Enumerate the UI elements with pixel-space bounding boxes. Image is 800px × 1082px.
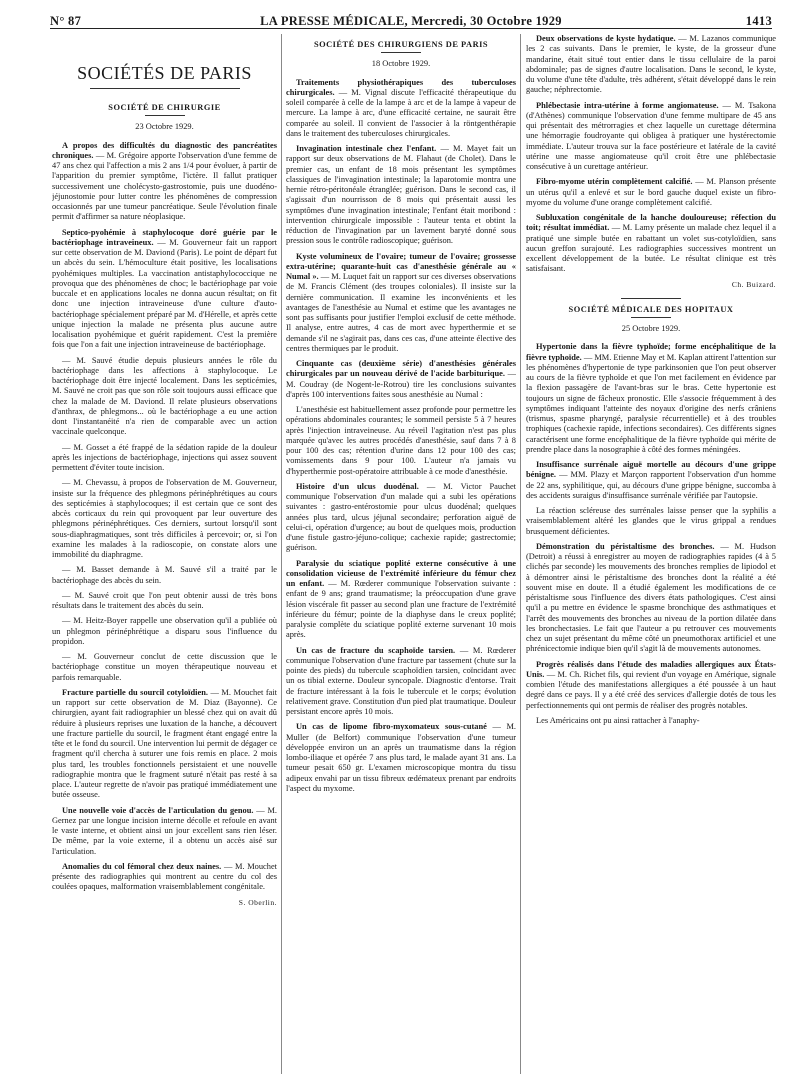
paragraph: La réaction scléreuse des surrénales laisse penser que la syphilis a vraisemblablement altéré les glandes que le virus grippal a rendues brusquement déficientes. [526,506,776,536]
discussion: — M. Sauvé étudie depuis plusieurs années le rôle du bactériophage dans les affections à staphylocoque. Le bactériophage doit être injecté localement. Dans les septicémies, M. Sauvé ne croit pas que son rôle soit toujours aussi efficace que chez la malade de M. Daviond. Il relate plusieurs observations d'anthrax, de phlegmons... où le bactériophage a eu une action dont l'instantanéité n'a rien de comparable avec un action vaccinale quelconque. [52,355,277,437]
article-body: — M. Mayet fait un rapport sur deux observations de M. Flahaut (de Cholet). Dans le premier cas, un enfant de 18 mois présentant les symptômes classiques de l'invagination intestinale; la laparotomie montra une hernie rétro-péritonéale étranglée; guérison. Dans le second cas, il s'agissait d'un nourrisson de 8 mois qui présentait aussi les symptômes d'une invagination intestinale; l'enfant était moribond : intervention chirurgicale impossible : l'auteur tenta et obtint la réduction de l'invagination par un lavement baryté donné sous pression sous le contrôle radioscopique; guérison. [286,144,516,246]
article-body: — M. Gernez par une longue incision interne décolle et refoule en avant le vaste interne, et obtient ainsi un jour excellent sans rien léser. De même, par la voie externe, il a obtenu un accès aisé sur l'articulation. [52,805,277,856]
session-date: 25 Octobre 1929. [621,324,681,333]
discussion: — M. Basset demande à M. Sauvé s'il a traité par le bactériophage des abcès du sein. [52,565,277,585]
article-title: Paralysie du sciatique poplité externe consécutive à une consolidation vicieuse de l'extrémité inférieure du fémur chez un enfant. [286,558,516,588]
article [526,177,776,208]
column-2 [286,34,516,1076]
article [52,141,277,223]
article-body: — M. Vignal discute l'efficacité thérapeutique du soleil comparée à celle de la lampe à arc et de la lampe à vapeur de mercure. La lampe à arc, d'une efficacité certaine, ne saurait être comparée au soleil. Il convient de l'associer à la röntgenthérapie dans le traitement des tuberculoses chirurgicales. [286,87,516,138]
article-title: Hypertonie dans la fièvre typhoïde; forme encéphalitique de la fièvre typhoïde. [526,342,776,362]
article [52,806,277,857]
article [526,101,776,173]
article-body: — M. Coudray (de Nogent-le-Rotrou) tire les conclusions suivantes d'après 100 interventions faites sous anesthésie au Numal : [286,369,516,399]
article [526,34,776,96]
article-body: — M. Luquet fait un rapport sur ces diverses observations de M. Francis Clément (des troupes coloniales). Il insiste sur la dernière communication. Il examine les inconvénients et les avantages de l'anesthésie au Numal et estime que les avantages ne sont pas suffisants pour justifier l'emploi exclusif de cette méthode. Il analyse, entre autres, 4 cas de mort avec hyperthermie et se demande s'il ne s'agirait pas, dans ces cas, d'une atteinte élective des centres thermiques par le produit. [286,272,516,353]
article [286,559,516,641]
column-divider [281,34,282,1074]
article [286,359,516,400]
article-body: — M. Mouchet fait un rapport sur cette observation de M. Diaz (Bayonne). Ce chirurgien, ayant fait radiographier un blessé chez qui on avait dû réduire à plusieurs reprises une luxation de la hanche, a découvert une fracture partielle du sourcil, le fragment étant engagé entre la tête et le fond du sourcil. Une intervention lui permit de dégager ce fragment qu'il chercha à suturer une fois remis en place. 2 mois plus tard, les troubles fonctionnels persistaient et une nouvelle radiographie montra que le fragment suturé n'était pas resté à sa place. L'auteur regrette de n'avoir pas pratiqué immédiatement une butée osseuse. [52,687,277,800]
article [286,482,516,554]
article-title: Progrès réalisés dans l'étude des maladies allergiques aux États-Unis. [526,659,776,679]
discussion: — M. Chevassu, à propos de l'observation de M. Gouverneur, insiste sur la fréquence des phlegmons périnéphrétiques au cours des septicémies à staphylocoques; il est certain que ce sont des abcès corticaux du rein qui provoquent par leur ouverture des phlegmons périnéphrétiques. Ces derniers, surtout lorsqu'il sont sous-diaphragmatiques, sont très difficiles à percevoir; or, si l'on examine les malades à la radioscopie, on constate alors une immobilité du diaphragme. [52,478,277,559]
article [526,342,776,455]
signature: S. Oberlin. [238,897,277,907]
page-number: 1413 [745,14,772,28]
main-section-title: SOCIÉTÉS DE PARIS [77,63,252,83]
article-body: — M. Tsakona (d'Athènes) communique l'observation d'une femme multipare de 45 ans qui présentait des métrorragies et chez laquelle un curettage détermina une hémorragie foudroyante qui obligea à pratiquer une hystérectomie immédiate. L'auteur trouva sur la face postérieure et latérale de la cavité utérine une masse angiomateuse qu'il croit être une phlébectasie consécutive à un curettage antérieur. [526,100,776,171]
article-body: — M. Lamy présente un malade chez lequel il a pratiqué une simple butée en rabattant un volet sus-cotyloïdien, sans aucun greffon surajouté. Les radiographies successives montrent un excellent développement de la butée. Le résultat clinique est très satisfaisant. [526,223,776,274]
article-title: A propos des difficultés du diagnostic des pancréatites chroniques. [52,140,277,160]
header-rule [50,28,772,29]
society-rule [381,52,421,53]
article-title: Invagination intestinale chez l'enfant. [296,144,437,153]
society-name: SOCIÉTÉ MÉDICALE DES HOPITAUX [568,304,734,314]
article [286,722,516,794]
article-title: Septico-pyohémie à staphylocoque doré guérie par le bactériophage intraveineux. [52,227,277,247]
article-body: — M. Rœderer communique l'observation suivante : enfant de 9 ans; grand traumatisme; la préoccupation d'une grave lésion viscérale fit passer au second plan une fracture de l'extrémité inférieure du fémur; pointe de la diaphyse dans le creux poplité; paralysie complète du sciatique poplité externe survenant 10 mois après. [286,579,516,640]
article [52,862,277,893]
column-divider [520,34,521,1074]
article-title: Une nouvelle voie d'accès de l'articulation du genou. [62,805,254,815]
session-date: 18 Octobre 1929. [371,59,431,69]
section-rule [621,298,681,299]
discussion: — M. Gosset a été frappé de la sédation rapide de la douleur après les injections de bactériophage, injections qui assez souvent permettent d'éviter toute incision. [52,442,277,472]
discussion: — M. Heitz-Boyer rappelle une observation qu'il a publiée où un phlegmon périnéphrétique a disparu sous l'influence du propidon. [52,616,277,646]
discussion: — M. Sauvé croit que l'on peut obtenir aussi de très bons résultats dans le traitement des abcès du sein. [52,590,277,610]
article [286,78,516,140]
article [526,660,776,711]
paragraph: L'anesthésie est habituellement assez profonde pour permettre les opérations abdominales courantes; le sommeil persiste 5 à 7 heures après l'injection intraveineuse. Au réveil l'agitation n'est pas plus marquée qu'avec les autres procédés d'anesthésie, sauf dans 7 à 8 pour 100 des cas; rétention d'urine dans 12 pour 100 des cas; vomissements dans 9 pour 100. L'auteur n'a jamais vu d'hyperthermie post-opératoire attribuable à ce mode d'anesthésie. [286,405,516,476]
issue-number: N° 87 [50,14,82,28]
article-body: — M. Mouchet présente des radiographies qui montrent au centre du col des coulées opaques, malformation vraisemblablement congénitale. [52,861,277,892]
society-name: SOCIÉTÉ DE CHIRURGIE [108,103,221,112]
article [526,460,776,501]
article-title: Fibro-myome utérin complètement calcifié. [536,177,693,187]
article-title: Histoire d'un ulcus duodénal. [296,481,419,491]
society-rule [631,317,671,318]
article [526,213,776,275]
article [286,144,516,247]
article-body: — MM. Plazy et Marçon rapportent l'observation d'un homme de 22 ans, syphilitique, qui, au décours d'une grippe bénigne, succomba à des accidents suraigus d'insuffisance surrénale vérifiée par l'autopsie. [526,470,776,500]
article-body: — M. Ch. Richet fils, qui revient d'un voyage en Amérique, signale combien l'étude des manifestations allergiques a été poussée à un haut degré dans ce pays. Il y a été créé des services d'allergie dotés de tous les perfectionnements qui ont permis de réaliser des progrès notables. [526,669,776,710]
article [286,252,516,355]
article-title: Subluxation congénitale de la hanche douloureuse; réfection du toit; résultat immédiat. [526,213,776,233]
article-title: Un cas de lipome fibro-myxomateux sous-cutané [296,722,487,732]
article-body: — M. Grégoire apporte l'observation d'une femme de 47 ans chez qui l'affection a mis 2 ans 1/4 pour évoluer, à partir de l'apparition du premier symptôme, l'ictère. Il fallut pratiquer successivement une cholécysto-gastrostomie, puis une duodéno-jéjunostomie pour lutter contre les phénomènes de compression occasionnés par une tumeur pancréatique. Seule l'évolution finale permit d'affirmer sa nature néoplasique. [52,150,277,222]
article [52,228,277,351]
paragraph: Les Américains ont pu ainsi rattacher à l'anaphy- [536,715,700,725]
society-name: SOCIÉTÉ DES CHIRURGIENS DE PARIS [313,40,489,49]
article-title: Un cas de fracture du scaphoïde tarsien. [296,645,456,655]
article-body: — M. Victor Pauchet communique l'observation d'un malade qui a subi les opérations suivantes : gastro-entérostomie pour ulcus duodénal; quelques années plus tard, ulcus jéjunal secondaire; perforation aiguë de celui-ci, opération d'urgence; au bout de quelques mois, production d'une fistule gastro-jéjuno-colique; cachexie rapide; gastrectomie; guérison. [286,481,516,553]
article-body: — MM. Etienne May et M. Kaplan attirent l'attention sur les phénomènes d'hypertonie de type parkinsonien que l'on peut observer au cours de la fièvre typhoïde et que l'on met facilement en évidence par la flexion passagère de l'avant-bras sur le bras. Cette hypertonie est toujours un signe de fâcheux pronostic. Elle s'associe fréquemment à des symptômes indiquant l'atteinte des noyaux d'origine des nerfs crâniens (trismus, spasme pharyngé, paralysie récurrentielle) et à des troubles trophiques (cachexie rapide, infections secondaires). Ces différents signes caractérisent une forme encéphalitique de la fièvre typhoïde qui mérite de prendre place dans la nosographie à côté des formes méningées. [526,352,776,454]
article-title: Traitements physiothérapiques des tuberculoses chirurgicales. [286,77,516,97]
journal-title: LA PRESSE MÉDICALE, Mercredi, 30 Octobre 1929 [260,14,562,28]
article-title: Cinquante cas (deuxième série) d'anesthésies générales chirurgicales par un nouveau dérivé de l'acide barbiturique. [286,359,516,379]
article-title: Anomalies du col fémoral chez deux naines. [62,861,222,871]
article-title: Fracture partielle du sourcil cotyloïdien. [62,687,208,697]
article-body: — M. Rœderer communique l'observation d'une fracture par tassement (chute sur la pointe des pieds) du tubercule scaphoïdien tarsien, coïncidant avec un os tibial externe. Douleur syncopale. Diagnostic d'entorse. Trait de fracture intéressant à la fois le tubercule et le corps; évolution relativement grave. Constitution d'un pied plat traumatique. Douleur persistant encore après 10 mois. [286,645,516,716]
article [52,688,277,801]
article-body: — M. Lazanos communique les 2 cas suivants. Dans le premier, le kyste, de la grosseur d'une mandarine, était situé tout entier dans le tissu cellulaire de la paroi abdominale; pas de signes d'autre localisation. Dans le second, le kyste, du volume d'une tête d'adulte, très adhérent, s'était développé dans le rein gauche; néphrectomie. [526,34,776,95]
society-rule [145,115,185,116]
column-1 [52,34,277,1076]
article-title: Insuffisance surrénale aiguë mortelle au décours d'une grippe bénigne. [526,460,776,480]
title-rule [90,88,240,89]
article-body: — M. Gouverneur fait un rapport sur cette observation de M. Daviond (Paris). Le point de départ fut un abcès du sein. L'hémoculture était positive, les localisations pyohémiques multiples. La vaccination antistaphylococcique ne provoqua que des phénomènes de choc; le bactériophage par voie buccale et en applications locales ne donna aucun résultat; on fit donc une injection intraveineuse d'une culture d'auto-bactériophage spécialement préparé par M. d'Hérelle, et après cette unique injection la malade ne présenta plus aucune autre localisation pyohémique et guérit rapidement. C'est la première fois que l'on a fait une injection intraveineuse de bactériophage. [52,237,277,350]
signature: Ch. Buizard. [731,279,776,289]
article-title: Démonstration du péristaltisme des bronches. [536,541,715,551]
article-body: — M. Muller (de Belfort) communique l'observation d'une tumeur développée environ un an après un traumatisme dans la région lombo-iliaque et opérée 7 ans plus tard, le malade ayant 31 ans. La tumeur pesait 650 gr. L'examen microscopique montra du tissu adipeux envahi par un tissu fibreux œdémateux prenant par endroits l'aspect du myxome. [286,722,516,793]
column-3 [526,34,776,1076]
session-date: 23 Octobre 1929. [135,122,194,132]
article-title: Phlébectasie intra-utérine à forme angiomateuse. [536,100,719,110]
discussion: — M. Gouverneur conclut de cette discussion que le bactériophage constitue un moyen thérapeutique nouveau et parfois remarquable. [52,652,277,682]
article-title: Deux observations de kyste hydatique. [536,34,676,43]
article [286,646,516,718]
article [526,542,776,655]
article-title: Kyste volumineux de l'ovaire; tumeur de l'ovaire; grossesse extra-utérine; quarante-huit cas d'anesthésie générale au « Numal ». [286,251,516,281]
article-body: — M. Planson présente un utérus qu'il a enlevé et sur le bord gauche duquel existe un fibro-myome du volume d'une orange complètement calcifié. [526,177,776,207]
article-body: — M. Hudson (Detroit) a réussi à enregistrer au moyen de radiographies rapides (4 à 5 clichés par seconde) les mouvements des bronches remplies de lipiodol et à démontrer ainsi le péristaltisme des bronches dont la réalité a été souvent mise en doute. Il a étudié également les modifications de ce péristaltisme sous l'influence des divers états pathologiques. C'est ainsi qu'il a pu mettre en évidence le spasme bronchique des asthmatiques et l'arrêt des mouvements des bronches au niveau de la portion dilatée dans les bronchectasies. Le fait que l'auteur a pu retrouver ces mouvements chez un sujet présentant du même côté un pneumothorax artificiel et une phrénicectomie indique bien qu'il s'agit là de mouvements autonomes. [526,541,776,654]
